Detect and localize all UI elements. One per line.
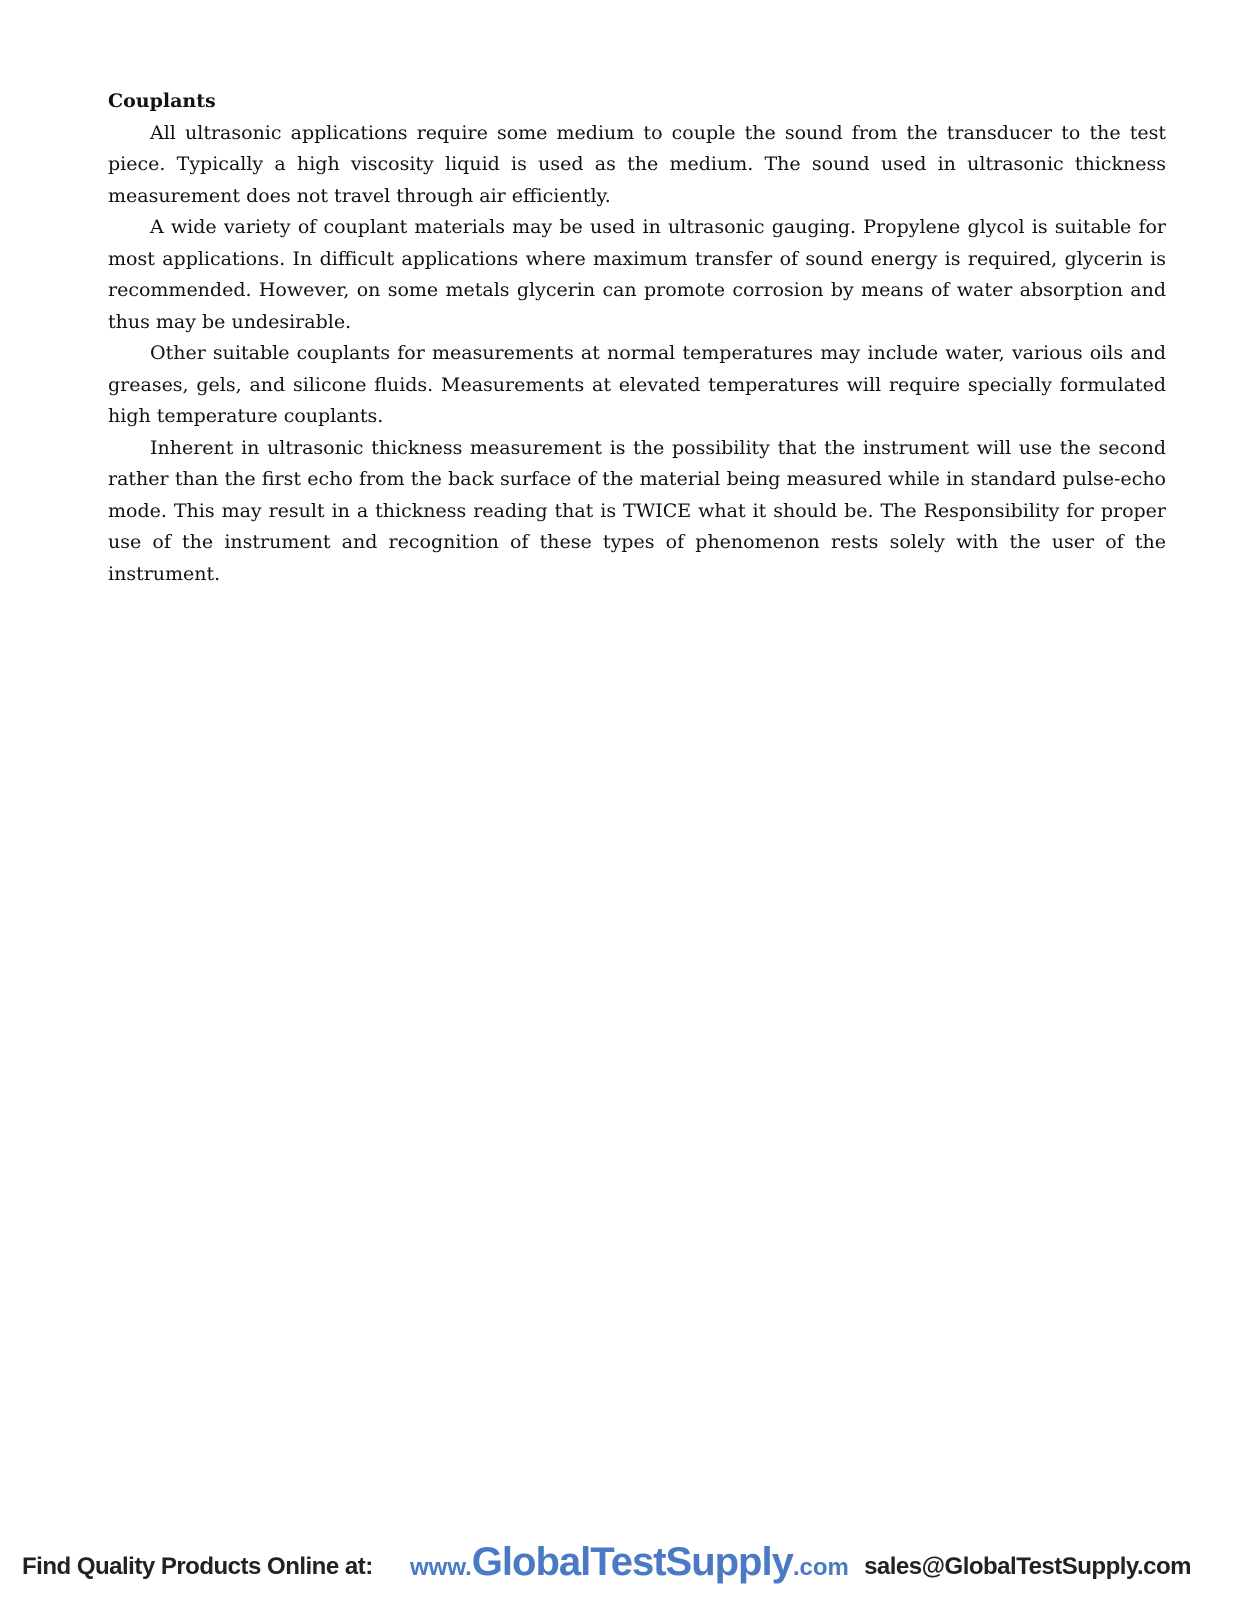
- paragraph-2: A wide variety of couplant materials may be used in ultrasonic gauging. Propylene glycol is suitable for most applications. In difficult applications where maximum transfer of sound energy is required, glycerin is recommended. However, on some metals glycerin can promote corrosion by means of water absorption and thus may be undesirable.: [108, 216, 1166, 333]
- paragraph-3: Other suitable couplants for measurements at normal temperatures may include water, various oils and greases, gels, and silicone fluids. Measurements at elevated temperatures will require specially formulated high temperature couplants.: [108, 342, 1166, 427]
- footer-tagline: Find Quality Products Online at:: [22, 1553, 373, 1580]
- page-footer: [0, 1540, 1237, 1590]
- footer-website-link[interactable]: [410, 1540, 849, 1585]
- footer-email-link[interactable]: sales@GlobalTestSupply.com: [864, 1553, 1191, 1580]
- paragraph-1: All ultrasonic applications require some medium to couple the sound from the transducer to the test piece. Typically a high viscosity liquid is used as the medium. The sound used in ultrasonic thickness measurement does not travel through air efficiently.: [108, 121, 1166, 207]
- url-suffix: .com: [792, 1554, 849, 1581]
- section-heading: Couplants: [108, 90, 216, 112]
- paragraph-4: Inherent in ultrasonic thickness measurement is the possibility that the instrument will use the second rather than the first echo from the back surface of the material being measured while in standard pulse-echo mode. This may result in a thickness reading that is TWICE what it should be. The Responsibility for proper use of the instrument and recognition of these types of phenomenon rests solely with the user of the instrument.: [108, 436, 1166, 585]
- url-prefix: www.: [410, 1554, 472, 1581]
- document-body: [108, 86, 1166, 590]
- url-domain: GlobalTestSupply: [471, 1540, 793, 1584]
